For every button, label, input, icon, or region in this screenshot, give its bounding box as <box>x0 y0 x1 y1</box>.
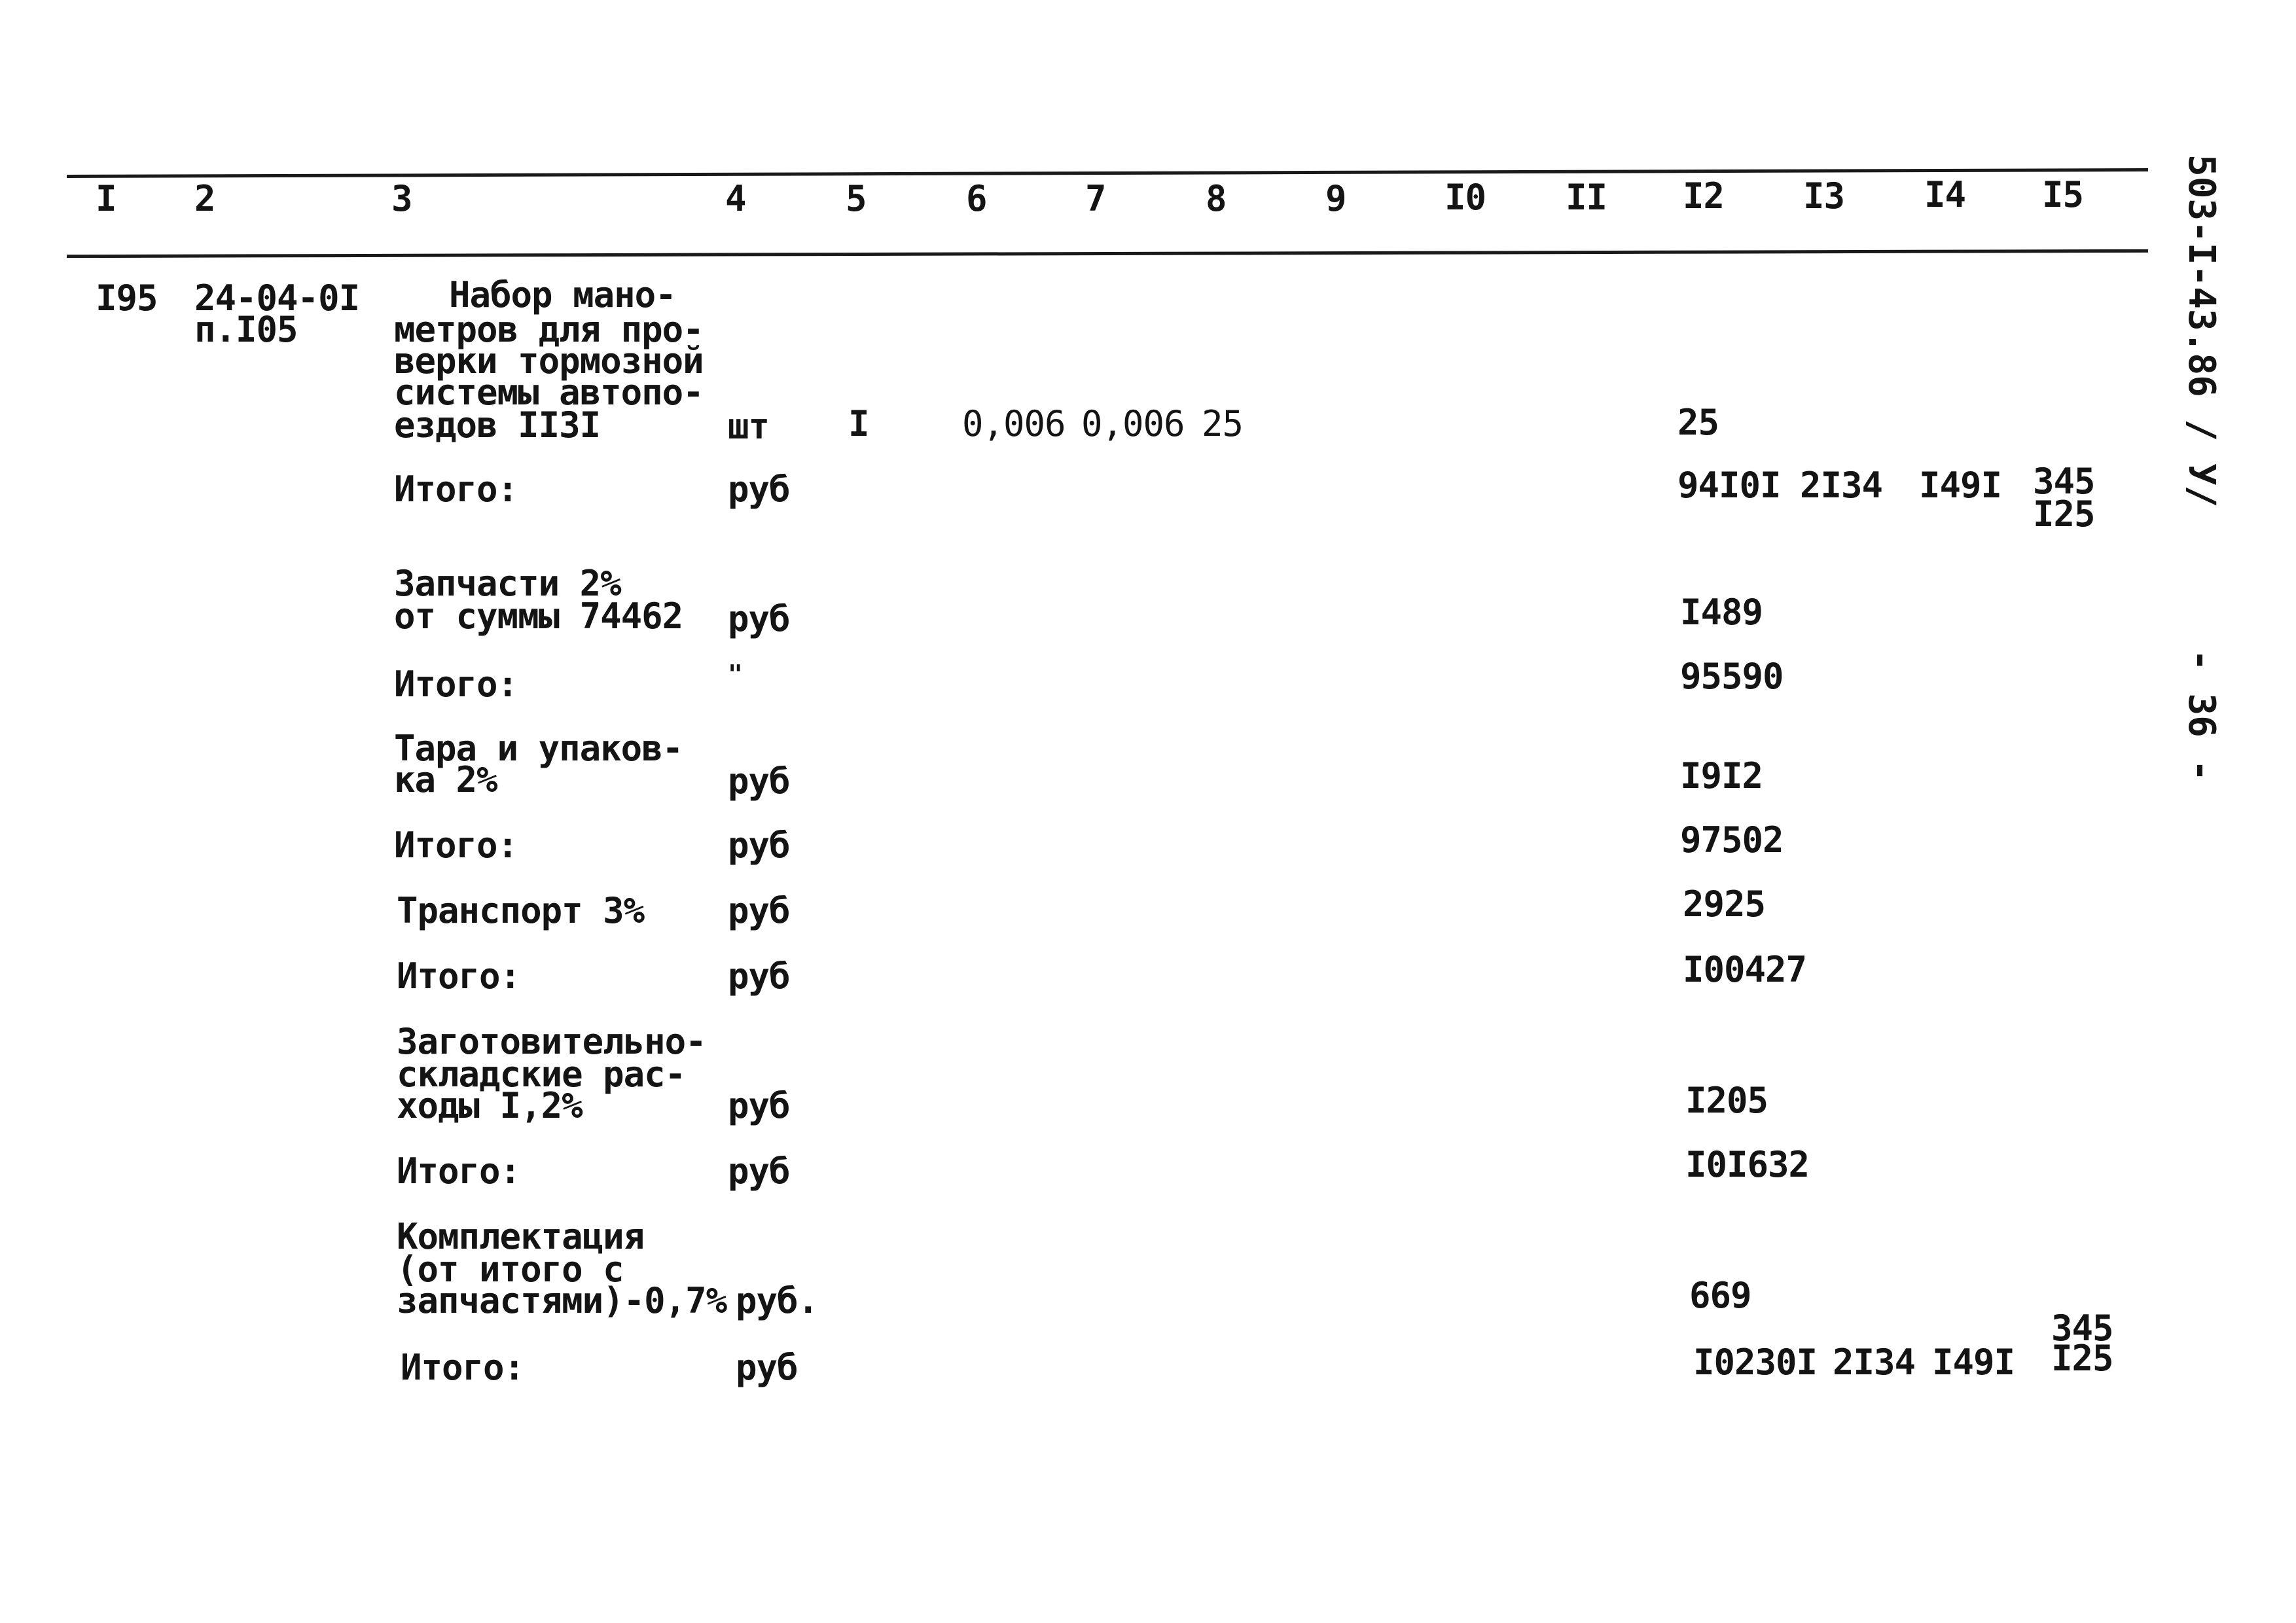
row-desc-line: Запчасти 2% <box>394 563 621 604</box>
row-unit: руб <box>728 890 790 931</box>
row-unit: руб <box>728 1085 790 1126</box>
row-desc-line: Комплектация <box>397 1216 645 1257</box>
row-desc-line: Итого: <box>394 825 518 866</box>
col-header-15: I5 <box>2042 174 2084 215</box>
row-col12: I0230I <box>1693 1342 1818 1383</box>
row-col12: I205 <box>1685 1080 1768 1121</box>
row-desc-line: ездов II3I <box>394 404 601 446</box>
row-desc-line: Заготовительно- <box>397 1021 706 1062</box>
row-desc-line: ходы I,2% <box>397 1085 583 1126</box>
row-desc-line: Набор мано- <box>449 274 676 315</box>
row-col15-line: 345 <box>2051 1308 2113 1349</box>
row-desc-line: Итого: <box>394 469 518 510</box>
row-desc-line: Итого: <box>394 664 518 705</box>
row-unit: руб <box>728 825 790 866</box>
col-header-4: 4 <box>725 178 746 219</box>
col-header-1: I <box>96 178 117 219</box>
col-header-6: 6 <box>966 178 987 219</box>
row-col12: 95590 <box>1680 656 1784 697</box>
col-header-13: I3 <box>1803 175 1845 217</box>
row-desc-line: (от итого с <box>397 1249 624 1290</box>
page-number-label: - 36 - <box>2180 649 2223 782</box>
col-header-8: 8 <box>1206 178 1227 219</box>
row-unit: руб <box>728 955 790 997</box>
row-col13: 2I34 <box>1800 465 1883 506</box>
col-header-10: I0 <box>1444 177 1486 218</box>
row-col14: I49I <box>1932 1342 2015 1383</box>
row-col12: 97502 <box>1680 819 1784 861</box>
row-unit: " <box>728 660 742 688</box>
row-col8: 25 <box>1202 403 1244 444</box>
row-desc-line: Транспорт 3% <box>397 890 645 931</box>
row-desc-line: Итого: <box>397 955 521 997</box>
col-header-2: 2 <box>194 178 215 219</box>
row-col12: 2925 <box>1683 883 1766 925</box>
row-desc-line: ка 2% <box>394 759 497 800</box>
row-code: 24-04-0I <box>194 277 360 319</box>
row-col15-line: 345 <box>2033 461 2095 502</box>
row-desc-line: складские рас- <box>397 1054 686 1095</box>
col-header-9: 9 <box>1325 178 1346 219</box>
row-desc-line: системы автопо- <box>394 372 704 413</box>
row-qty: I <box>848 403 869 444</box>
row-col15-line: I25 <box>2051 1338 2113 1379</box>
row-col7: 0,006 <box>1081 403 1185 444</box>
row-unit: шт <box>728 406 770 447</box>
row-desc-line: Итого: <box>401 1347 525 1388</box>
row-col12: 669 <box>1689 1275 1751 1316</box>
row-ref: п.I05 <box>194 309 298 350</box>
row-unit: руб <box>728 1150 790 1192</box>
col-header-3: 3 <box>391 178 412 219</box>
row-col12: I0I632 <box>1685 1144 1810 1185</box>
col-header-5: 5 <box>846 178 867 219</box>
row-desc-line: Итого: <box>397 1150 521 1192</box>
row-col6: 0,006 <box>962 403 1066 444</box>
row-desc-line: верки тормозной <box>394 340 704 382</box>
col-header-14: I4 <box>1924 174 1966 215</box>
row-unit: руб <box>728 760 790 802</box>
row-unit: руб <box>728 598 790 639</box>
row-col12: I9I2 <box>1680 755 1763 796</box>
row-col12: I00427 <box>1683 949 1807 990</box>
row-col12: I489 <box>1680 592 1763 633</box>
row-unit: руб. <box>736 1280 819 1321</box>
table-header-rule <box>67 249 2148 258</box>
row-desc-line: метров для про- <box>394 309 704 350</box>
row-col12: 25 <box>1677 402 1719 443</box>
col-header-7: 7 <box>1085 178 1106 219</box>
row-col15-line: I25 <box>2033 493 2095 535</box>
row-unit: руб <box>736 1347 798 1388</box>
col-header-11: II <box>1566 177 1607 218</box>
row-col13: 2I34 <box>1833 1342 1916 1383</box>
row-col14: I49I <box>1919 465 2002 506</box>
row-col12: 94I0I <box>1677 465 1781 506</box>
document-code-label: 503-I-43.86 / У/ <box>2180 154 2223 508</box>
row-desc-line: от суммы 74462 <box>394 596 683 637</box>
row-desc-line: Тара и упаков- <box>394 728 683 769</box>
row-unit: руб <box>728 469 790 510</box>
row-number: I95 <box>96 277 158 319</box>
row-desc-line: запчастями)-0,7% <box>397 1280 727 1321</box>
col-header-12: I2 <box>1683 175 1725 217</box>
